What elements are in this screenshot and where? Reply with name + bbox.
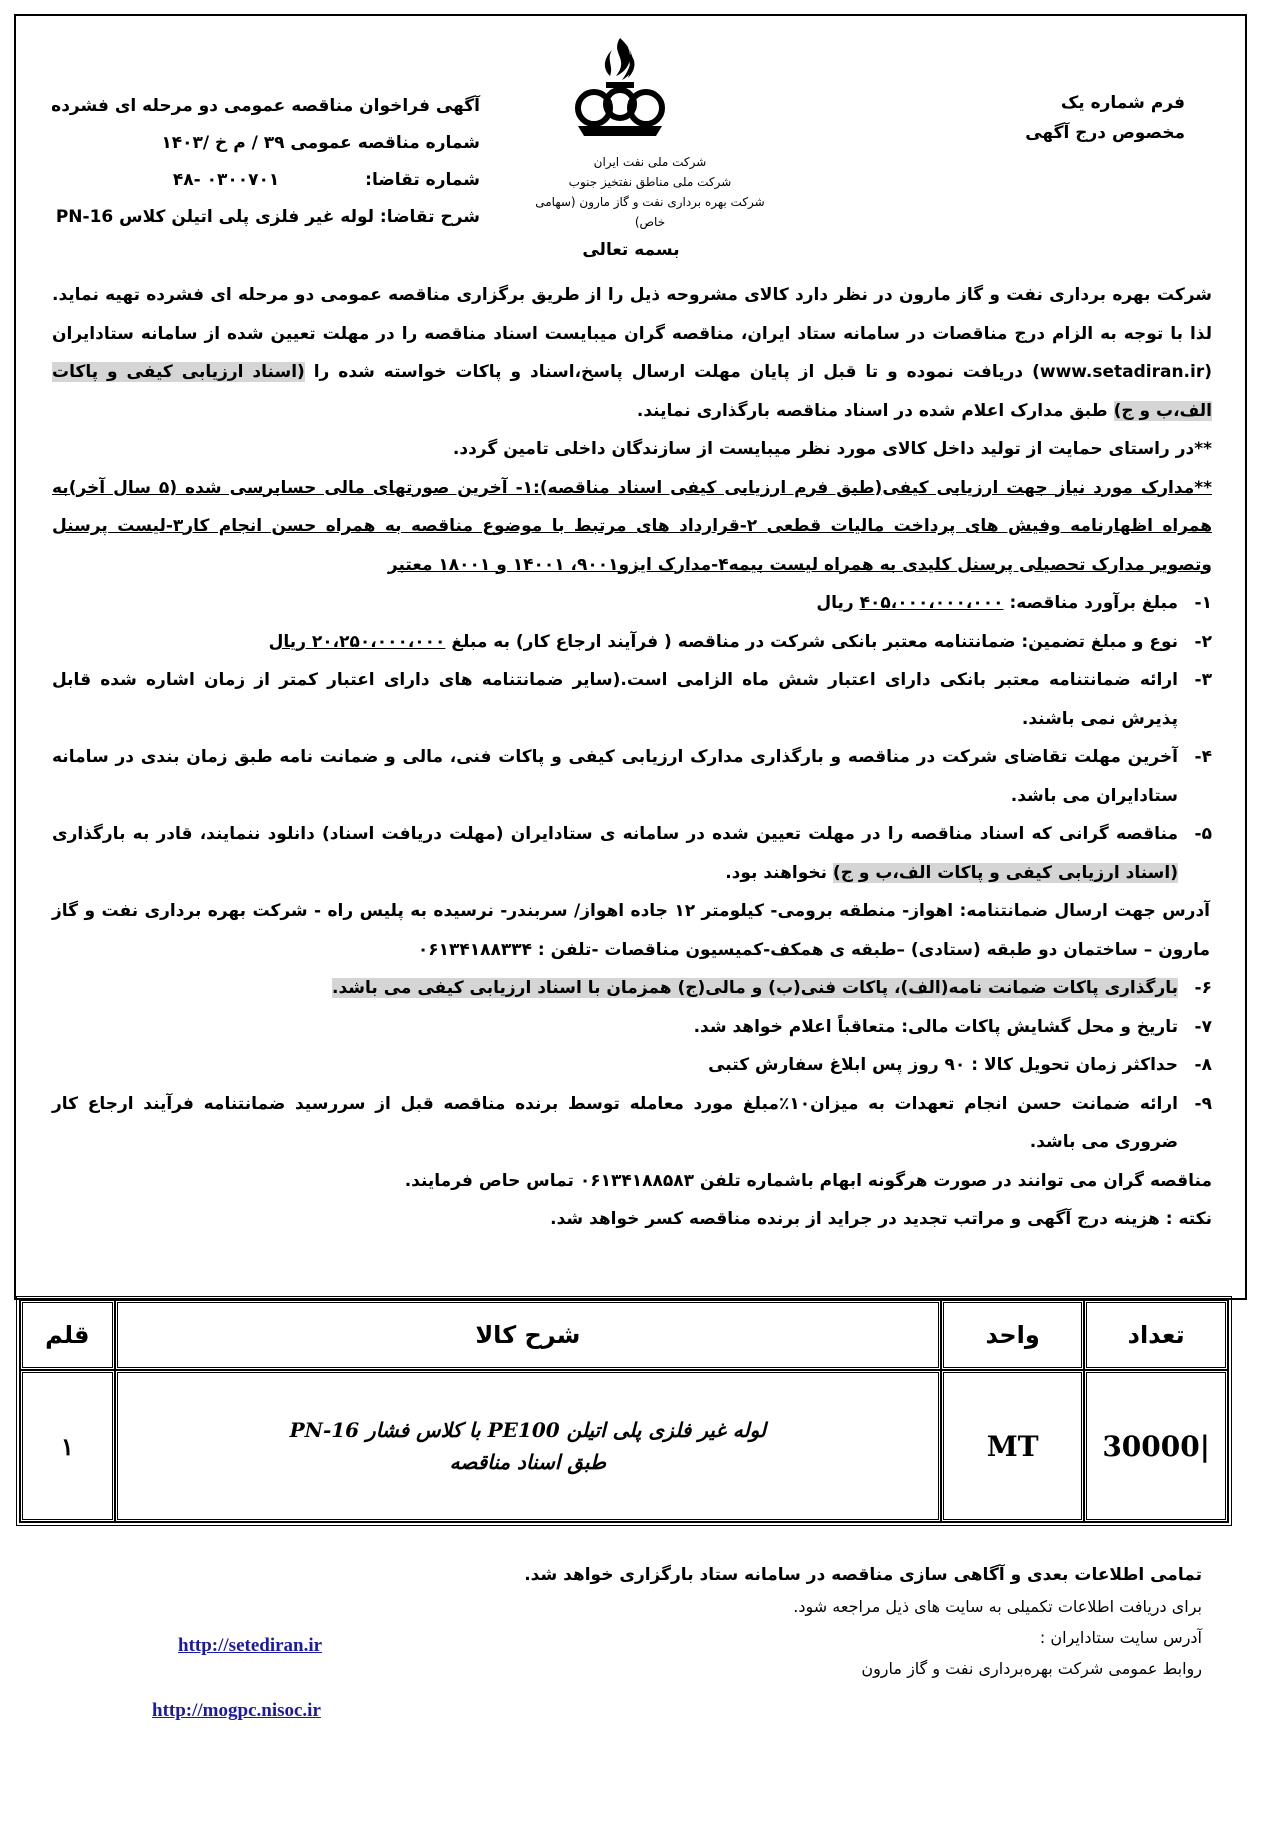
form-purpose: مخصوص درج آگهی	[1025, 123, 1185, 143]
guarantee-address: آدرس جهت ارسال ضمانتنامه: اهواز- منطقه برومی- کیلومتر ۱۲ جاده اهواز/ سربندر- نرسیده به پلیس راه - شرکت بهره برداری نفت و گاز مارون – ساختمان دو طبقه (ستادی) –طبقه ی همکف-کمیسیون مناقصات -تلفن : ۰۶۱۳۴۱۸۸۳۳۴	[52, 901, 1210, 960]
tender-number-value: ۳۹ / م خ /۱۴۰۳	[161, 133, 285, 153]
intro-paragraph: شرکت بهره برداری نفت و گاز مارون در نظر دارد کالای مشروحه ذیل را از طریق برگزاری مناقصه عمومی دو مرحله ای فشرده تهیه نماید. لذا با توجه به الزام درج مناقصات در سامانه ستاد ایران، مناقصه گران میبایست اسناد مناقصه را در مهلت تعیین شده از سامانه ستادایران (www.setadiran.ir) دریافت نموده و تا قبل از پایان مهلت ارسال پاسخ،اسناد و پاکات خواسته شده را (اسناد ارزیابی کیفی و پاکات الف،ب و ج) طبق مدارک اعلام شده در اسناد مناقصه بارگذاری نمایند.	[52, 285, 1212, 421]
besm-heading: بسمه تعالی	[582, 240, 680, 260]
cell-desc: لوله غیر فلزی پلی اتیلن PE100 با کلاس فشار PN-16 طبق اسناد مناقصه	[115, 1370, 941, 1522]
footer-info	[150, 1560, 1202, 1684]
list-item: ۸- حداکثر زمان تحویل کالا : ۹۰ روز پس ابلاغ سفارش کتبی	[708, 1055, 1212, 1075]
footer-line-1: تمامی اطلاعات بعدی و آگاهی سازی مناقصه در سامانه ستاد بارگزاری خواهد شد.	[524, 1565, 1202, 1585]
estimate-amount: ۴۰۵،۰۰۰،۰۰۰،۰۰۰	[859, 593, 1004, 613]
list-item: ۹- ارائه ضمانت حسن انجام تعهدات به میزان۱۰٪مبلغ مورد معامله توسط برنده مناقصه قبل از سررسید ضمانتنامه فرآیند ارجاع کار ضروری می باشد.	[52, 1093, 1212, 1152]
setadiran-link[interactable]: http://setediran.ir	[178, 1635, 323, 1656]
list-item: ۴- آخرین مهلت تقاضای شرکت در مناقصه و بارگذاری مدارک ارزیابی کیفی و پاکات فنی، مالی و ضمانت نامه طبق زمان بندی در سامانه ستادایران می باشد.	[52, 747, 1212, 806]
request-number-label: شماره تقاضا:	[365, 170, 480, 190]
footer-line-4: روابط عمومی شرکت بهره‌برداری نفت و گاز مارون	[861, 1659, 1202, 1678]
list-item: ۶- بارگذاری پاکات ضمانت نامه(الف)، پاکات فنی(ب) و مالی(ج) همزمان با اسناد ارزیابی کیفی می باشد.	[332, 978, 1212, 998]
cell-unit: MT	[941, 1370, 1084, 1522]
list-item: ۵- مناقصه گرانی که اسناد مناقصه را در مهلت تعیین شده در سامانه ی ستادایران (مهلت دریافت اسناد) دانلود ننمایند، قادر به بارگذاری (اسناد ارزیابی کیفی و پاکات الف،ب و ج) نخواهند بود.	[52, 824, 1212, 883]
mogpc-link[interactable]: http://mogpc.nisoc.ir	[152, 1700, 321, 1721]
footer-line-3: آدرس سایت ستادایران :	[1039, 1628, 1202, 1647]
notice-title: آگهی فراخوان مناقصه عمومی دو مرحله ای فشرده	[51, 96, 480, 116]
nioc-logo-icon	[572, 36, 668, 146]
notice-body	[52, 276, 1212, 1239]
request-number-value: ۰۳۰۰۷۰۱ -۴۸	[172, 170, 280, 190]
tender-number-label: شماره مناقصه عمومی	[290, 133, 480, 153]
company-line-1: شرکت ملی نفت ایران	[593, 155, 707, 169]
footer-line-2: برای دریافت اطلاعات تکمیلی به سایت های ذیل مراجعه شود.	[793, 1597, 1202, 1616]
list-item: ۳- ارائه ضمانتنامه معتبر بانکی دارای اعتبار شش ماه الزامی است.(سایر ضمانتنامه های دارای اعتبار کمتر از زمان اشاره شده قابل پذیرش نمی باشند.	[52, 670, 1212, 729]
contact-note: مناقصه گران می توانند در صورت هرگونه ابهام باشماره تلفن ۰۶۱۳۴۱۸۸۵۸۳ تماس حاص فرمایند.	[404, 1170, 1212, 1191]
list-item: ۷- تاریخ و محل گشایش پاکات مالی: متعاقباً اعلام خواهد شد.	[693, 1016, 1212, 1037]
company-names	[520, 152, 780, 232]
list-item: ۱- مبلغ برآورد مناقصه: ۴۰۵،۰۰۰،۰۰۰،۰۰۰ ریال	[816, 593, 1212, 613]
col-header-unit: واحد	[941, 1300, 1084, 1370]
domestic-support-note: **در راستای حمایت از تولید داخل کالای مورد نظر میبایست از سازندگان داخلی تامین گردد.	[452, 439, 1212, 459]
qualification-documents-note: **مدارک مورد نیاز جهت ارزیابی کیفی(طبق فرم ارزیابی کیفی اسناد مناقصه):۱- آخرین صورتهای مالی حسابرسی شده (۵ سال آخر)به همراه اظهارنامه وفیش های پرداخت مالیات قطعی ۲-قرارداد های مرتبط با موضوع مناقصه به همراه حسن انجام کار۳-لیست پرسنل وتصویر مدارک تحصیلی پرسنل کلیدی به همراه لیست بیمه۴-مدارک ایزو۹۰۰۱، ۱۴۰۰۱ و ۱۸۰۰۱ معتبر	[52, 477, 1212, 575]
company-line-3: شرکت بهره برداری نفت و گاز مارون (سهامی خاص)	[535, 195, 765, 229]
tender-header	[30, 88, 480, 236]
highlighted-documents: (اسناد ارزیابی کیفی و پاکات الف،ب و ج)	[52, 362, 1212, 421]
col-header-row: قلم	[20, 1300, 115, 1370]
tender-number-row	[30, 125, 480, 162]
form-number: فرم شماره یک	[1060, 93, 1185, 113]
col-header-desc: شرح کالا	[115, 1300, 941, 1370]
table-row	[20, 1370, 1228, 1522]
cost-note: نکته : هزینه درج آگهی و مراتب تجدید در جراید از برنده مناقصه کسر خواهد شد.	[550, 1209, 1212, 1229]
cell-qty: 30000|	[1084, 1370, 1228, 1522]
request-number-row	[30, 162, 480, 199]
request-desc-label: شرح تقاضا:	[379, 207, 480, 227]
goods-table	[16, 1296, 1232, 1526]
list-item: ۲- نوع و مبلغ تضمین: ضمانتنامه معتبر بانکی شرکت در مناقصه ( فرآیند ارجاع کار) به مبلغ ۲۰،۲۵۰،۰۰۰،۰۰۰ ریال	[268, 631, 1212, 652]
request-desc-row	[30, 199, 480, 236]
table-header-row	[20, 1300, 1228, 1370]
company-line-2: شرکت ملی مناطق نفتخیز جنوب	[568, 175, 732, 189]
request-desc-value: لوله غیر فلزی پلی اتیلن کلاس PN-16	[55, 207, 374, 227]
guarantee-amount: ۲۰،۲۵۰،۰۰۰،۰۰۰ ریال	[268, 631, 446, 652]
form-label	[930, 88, 1185, 148]
col-header-qty: تعداد	[1084, 1300, 1228, 1370]
cell-row: ۱	[20, 1370, 115, 1522]
